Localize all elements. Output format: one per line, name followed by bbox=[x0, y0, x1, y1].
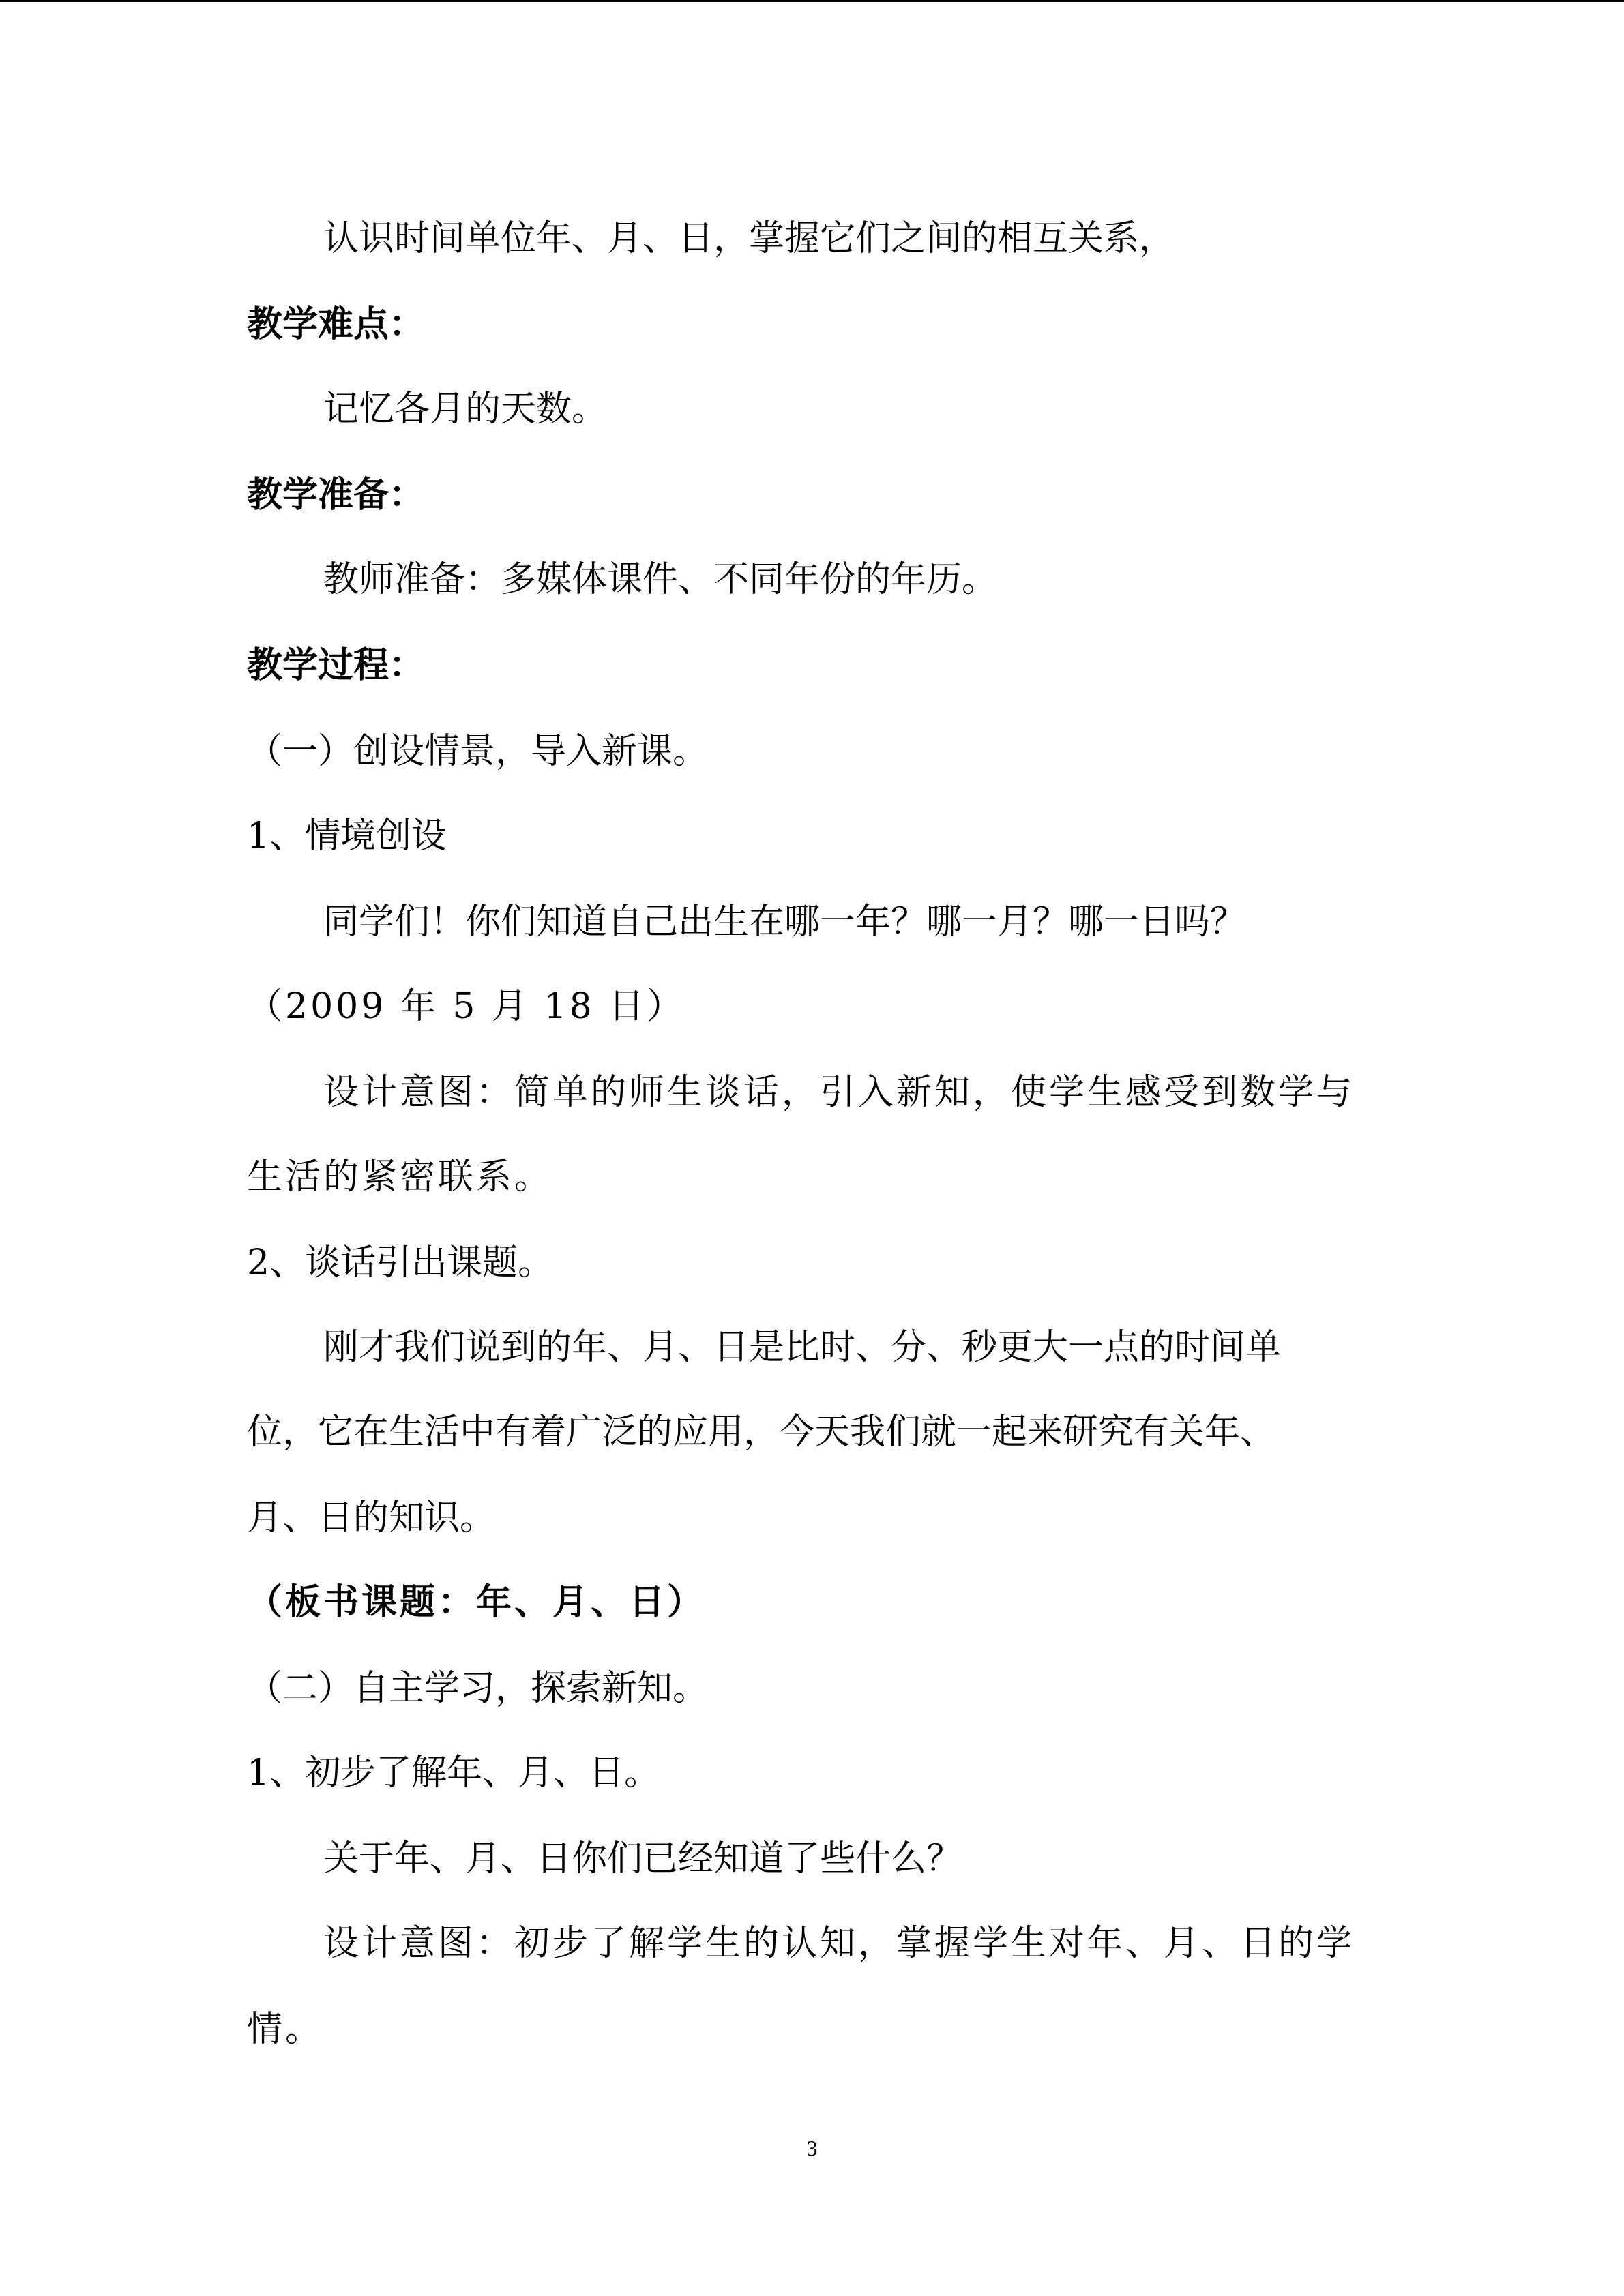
paragraph-introduction: 刚才我们说到的年、月、日是比时、分、秒更大一点的时间单 bbox=[323, 1327, 1282, 1368]
page-number: 3 bbox=[806, 2136, 818, 2160]
paragraph-date-example: （2009 年 5 月 18 日） bbox=[247, 986, 685, 1027]
paragraph-difficulty: 记忆各月的天数。 bbox=[323, 389, 608, 430]
subheading-1-1: 1、情境创设 bbox=[247, 816, 447, 856]
heading-teaching-difficulty: 教学难点： bbox=[247, 304, 425, 345]
paragraph-introduction-cont-2: 月、日的知识。 bbox=[247, 1497, 496, 1538]
paragraph-design-intent-1-cont: 生活的紧密联系。 bbox=[247, 1157, 553, 1197]
paragraph-design-intent-2-cont: 情。 bbox=[247, 2009, 324, 2050]
paragraph-design-intent-1: 设计意图：简单的师生谈话，引入新知，使学生感受到数学与 bbox=[323, 1072, 1355, 1113]
subheading-1-2: 2、谈话引出课题。 bbox=[247, 1242, 554, 1283]
subheading-2-1: 1、初步了解年、月、日。 bbox=[247, 1753, 660, 1793]
section-heading-2: （二）自主学习，探索新知。 bbox=[247, 1668, 709, 1709]
paragraph-preparation: 教师准备：多媒体课件、不同年份的年历。 bbox=[323, 559, 998, 600]
heading-teaching-preparation: 教学准备： bbox=[247, 475, 425, 516]
paragraph-key-points: 认识时间单位年、月、日，掌握它们之间的相互关系， bbox=[323, 218, 1175, 259]
paragraph-prior-knowledge: 关于年、月、日你们已经知道了些什么？ bbox=[323, 1838, 962, 1879]
paragraph-introduction-cont-1: 位，它在生活中有着广泛的应用，今天我们就一起来研究有关年、 bbox=[247, 1412, 1276, 1452]
section-heading-1: （一）创设情景，导入新课。 bbox=[247, 731, 709, 772]
paragraph-question: 同学们！你们知道自己出生在哪一年？哪一月？哪一日吗？ bbox=[323, 901, 1246, 942]
paragraph-board-title: （板书课题：年、月、日） bbox=[247, 1582, 706, 1623]
paragraph-design-intent-2: 设计意图：初步了解学生的认知，掌握学生对年、月、日的学 bbox=[323, 1923, 1355, 1964]
heading-teaching-process: 教学过程： bbox=[247, 645, 425, 686]
